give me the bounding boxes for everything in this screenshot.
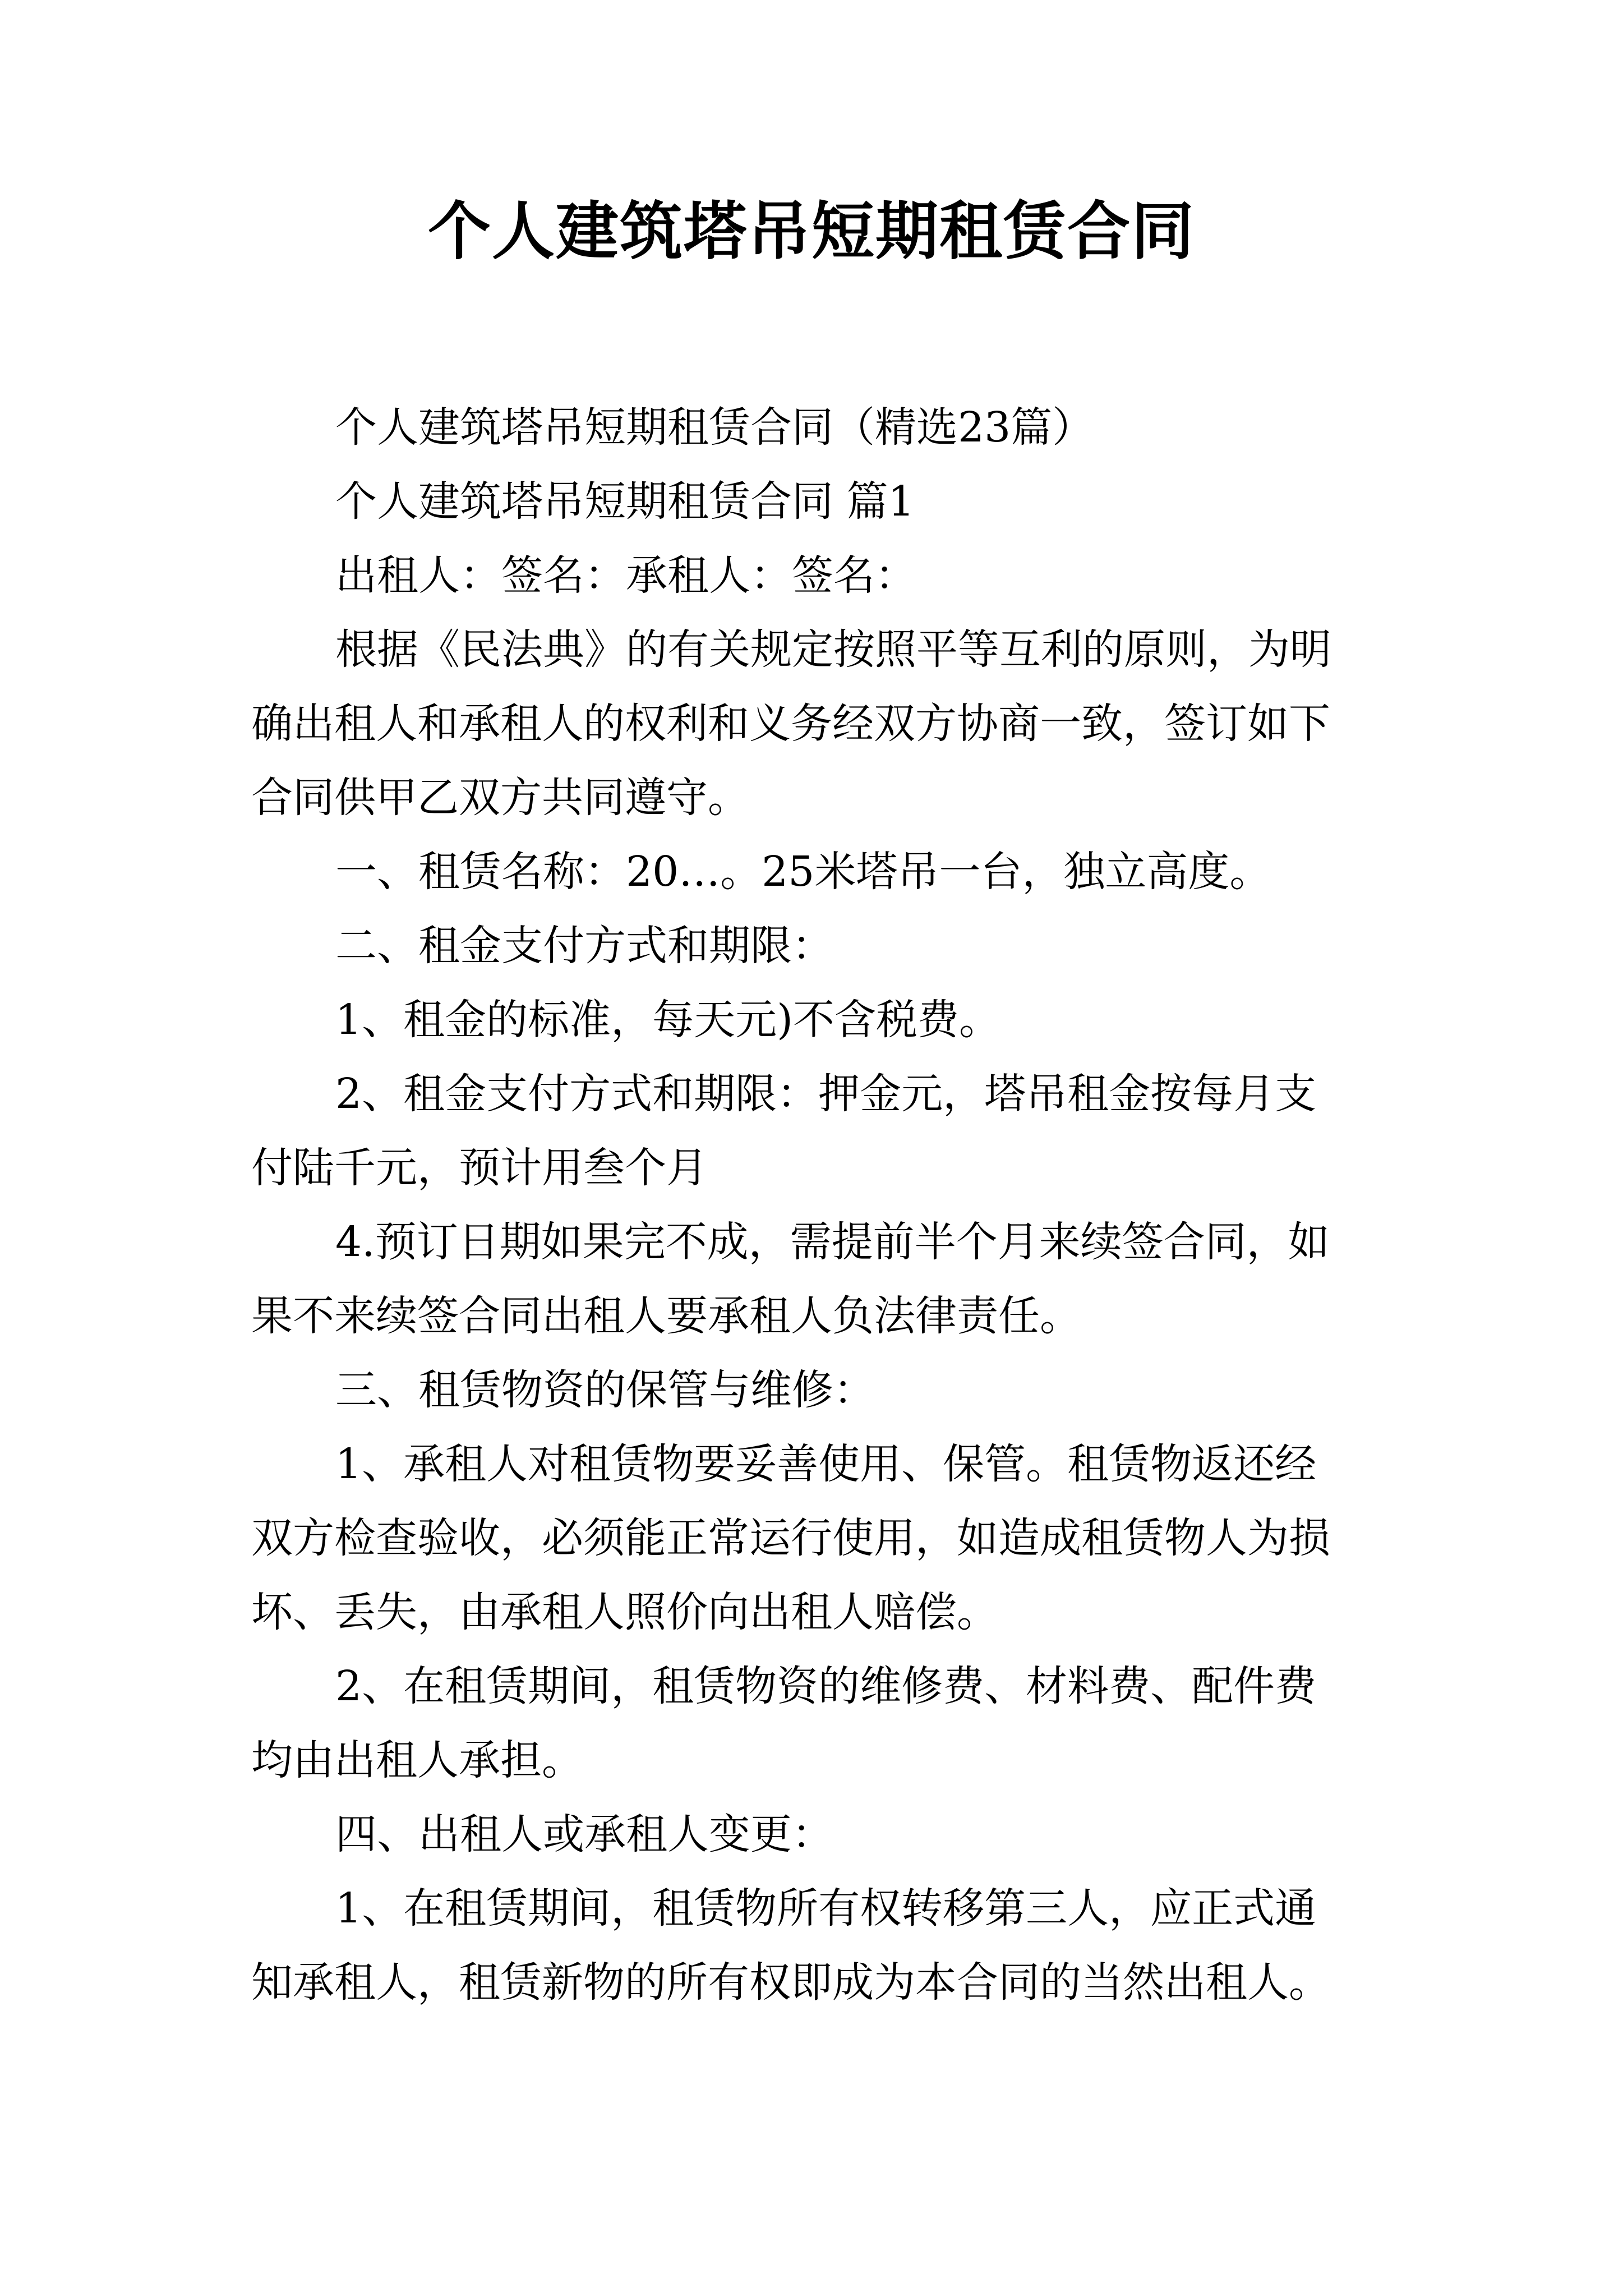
text-line: 付陆千元，预计用叁个月	[251, 1144, 708, 1192]
text-line: 1、租金的标准，每天元)不含税费。	[335, 996, 1000, 1044]
text-line: 一、租赁名称：20…。25米塔吊一台，独立高度。	[335, 848, 1271, 896]
text-line: 4.预订日期如果完不成，需提前半个月来续签合同，如	[335, 1218, 1330, 1266]
text-line: 坏、丢失，由承租人照价向出租人赔偿。	[251, 1588, 998, 1636]
paragraph-clause-2-4	[251, 1205, 1384, 1353]
text-line: 合同供甲乙双方共同遵守。	[251, 774, 749, 822]
text-line: 个人建筑塔吊短期租赁合同（精选23篇）	[335, 403, 1094, 452]
text-line: 知承租人，租赁新物的所有权即成为本合同的当然出租人。	[251, 1958, 1330, 2007]
paragraph-clause-3	[251, 1353, 1384, 1427]
text-line: 1、在租赁期间，租赁物所有权转移第三人，应正式通	[335, 1884, 1317, 1932]
paragraph-clause-4	[251, 1797, 1384, 1871]
text-line: 个人建筑塔吊短期租赁合同 篇1	[335, 477, 915, 526]
text-line: 根据《民法典》的有关规定按照平等互利的原则，为明	[335, 625, 1331, 674]
paragraph-preamble	[251, 613, 1384, 835]
text-line: 1、承租人对租赁物要妥善使用、保管。租赁物返还经	[335, 1440, 1317, 1488]
paragraph-clause-1	[251, 835, 1384, 909]
text-line: 2、租金支付方式和期限：押金元，塔吊租金按每月支	[335, 1070, 1317, 1118]
paragraph-clause-3-2	[251, 1649, 1384, 1797]
paragraph-clause-2-1	[251, 983, 1384, 1057]
text-line: 四、出租人或承租人变更：	[335, 1810, 833, 1858]
paragraph-subtitle	[251, 390, 1384, 464]
text-line: 出租人：签名：承租人：签名：	[335, 551, 916, 600]
paragraph-clause-2-2	[251, 1057, 1384, 1205]
paragraph-section-heading	[251, 464, 1384, 539]
text-line: 确出租人和承租人的权利和义务经双方协商一致，签订如下	[251, 700, 1330, 748]
paragraph-clause-2	[251, 909, 1384, 983]
text-line: 2、在租赁期间，租赁物资的维修费、材料费、配件费	[335, 1662, 1317, 1710]
text-line: 果不来续签合同出租人要承租人负法律责任。	[251, 1292, 1081, 1340]
paragraph-clause-4-1	[251, 1871, 1384, 2019]
paragraph-clause-3-1	[251, 1427, 1384, 1649]
text-line: 二、租金支付方式和期限：	[335, 922, 833, 970]
paragraph-parties	[251, 539, 1384, 613]
text-line: 均由出租人承担。	[251, 1736, 583, 1784]
document-title: 个人建筑塔吊短期租赁合同	[428, 195, 1195, 268]
text-line: 三、租赁物资的保管与维修：	[335, 1366, 875, 1414]
text-line: 双方检查验收，必须能正常运行使用，如造成租赁物人为损	[251, 1514, 1330, 1562]
